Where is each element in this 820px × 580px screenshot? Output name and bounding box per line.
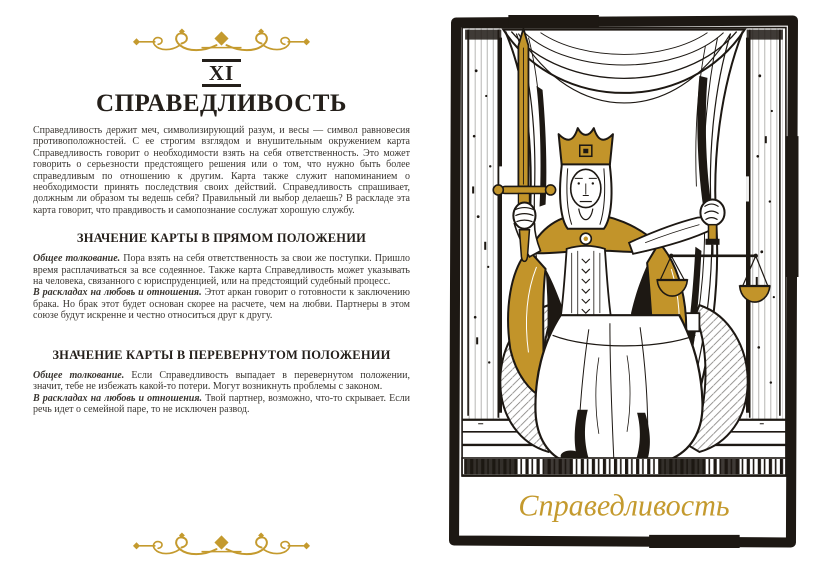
paragraph-general-upright — [33, 253, 410, 287]
section-heading-reversed: ЗНАЧЕНИЕ КАРТЫ В ПЕРЕВЕРНУТОМ ПОЛОЖЕНИИ — [52, 347, 391, 362]
section-heading-upright: ЗНАЧЕНИЕ КАРТЫ В ПРЯМОМ ПОЛОЖЕНИИ — [76, 231, 367, 246]
flourish-ornament-icon — [33, 0, 410, 56]
paragraph-lead: Общее толкование. — [33, 369, 125, 381]
flourish-ornament-icon — [33, 530, 410, 560]
paragraph-lead: Общее толкование. — [33, 253, 121, 265]
paragraph-love-reversed — [33, 393, 410, 416]
paragraph-text: Этот аркан говорит о готовности к заключению брака. Но брак этот будет основан скорее на расчете, чем на любви. Партнеры в этом союзе будут искренне и честно относиться друг к другу. — [33, 287, 411, 322]
paragraph-text: Твой партнер, возможно, что-то скрывает. Если речь идет о семейной паре, то не исключен развод. — [33, 392, 410, 415]
left-column — [463, 29, 503, 419]
base-tick-strip — [462, 458, 786, 475]
paragraph-lead: В раскладах на любовь и отношения. — [33, 392, 202, 404]
card-number: XI — [202, 59, 241, 87]
page-title: СПРАВЕДЛИВОСТЬ — [96, 90, 347, 117]
paragraph-lead: В раскладах на любовь и отношения. — [33, 287, 202, 299]
paragraph-text: Если Справедливость выпадает в перевернутом положении, значит, тебе не избежать какой-то потери. Могут возникнуть проблемы с законом. — [33, 369, 410, 393]
left-page — [33, 0, 410, 580]
skirt — [535, 315, 702, 467]
right-column — [745, 29, 785, 419]
right-page — [448, 15, 800, 549]
robe — [561, 246, 611, 317]
paragraph-text: Пора взять на себя ответственность за свои же поступки. Пришло время расплачиваться за все содеянное. Также карта Справедливость может указывать на человека, связанного с юриспруденцией, или на предстоящий судебный процесс. — [33, 253, 410, 288]
card-caption: Справедливость — [518, 488, 730, 523]
paragraph-love-upright — [33, 287, 410, 321]
paragraph-general-reversed — [33, 370, 410, 393]
intro-paragraph: Справедливость держит меч, символизирующий разум, и весы — символ равновесия противоположностей. С ее строгим взглядом и внушительным окружением карта Справедливость говорит о необходимости взять на себя ответственность. Это может говорить о серьезности предстоящего решения или о том, что нужно быть более справедливым по отношению к другим. Карта также служит напоминанием о необходимости принять последствия своих действий. Справедливость спрашивает, должным ли образом ты ведешь себя? Правильный ли выбор делаешь? В раскладе эта карта говорит, что правдивость и самопознание сослужат хорошую службу. — [33, 125, 410, 216]
justice-card-illustration — [448, 15, 800, 549]
